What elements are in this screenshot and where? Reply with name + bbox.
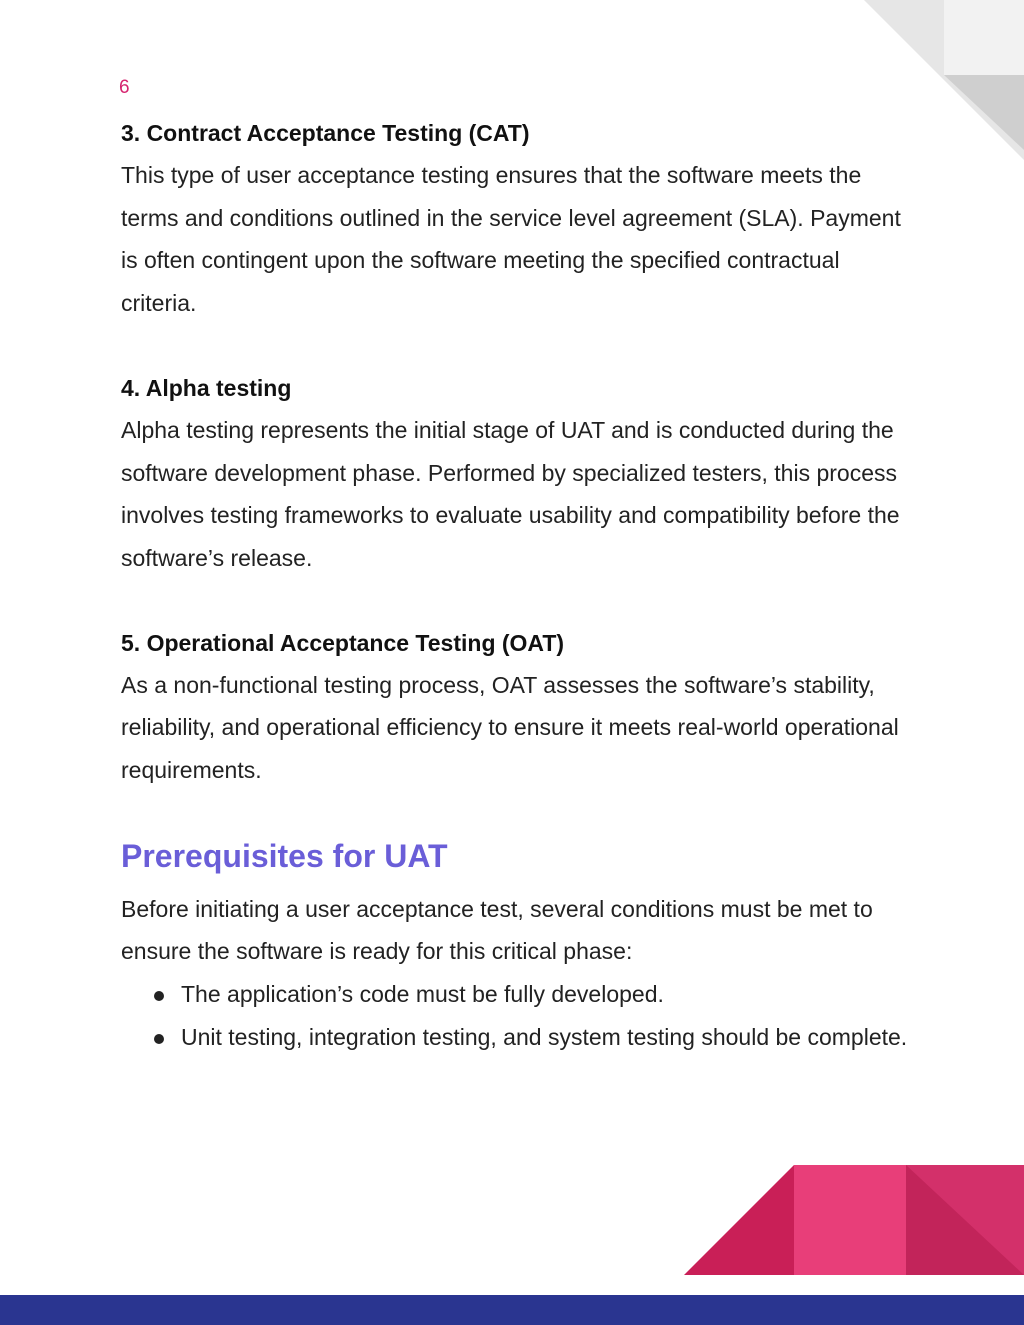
list-item (121, 1016, 911, 1059)
section-oat (121, 622, 911, 792)
list-item-text: Unit testing, integration testing, and system testing should be complete. (181, 1023, 908, 1050)
bullet-icon (154, 991, 164, 1001)
prerequisites-intro: Before initiating a user acceptance test, several conditions must be met to ensure the software is ready for this critical phase: (121, 895, 873, 965)
section-cat (121, 112, 911, 325)
section-title: 5. Operational Acceptance Testing (OAT) (121, 629, 565, 656)
page-number: 6 (119, 77, 130, 98)
prerequisites-list (121, 973, 911, 1058)
section-title: 3. Contract Acceptance Testing (CAT) (121, 120, 530, 146)
section-body: Alpha testing represents the initial stage of UAT and is conducted during the software development phase. Performed by specialized testers, this process involves testing frameworks to evaluate usability and compatibility before the software’s release. (121, 416, 900, 571)
section-alpha-testing (121, 367, 911, 580)
list-item (121, 973, 911, 1016)
section-body: This type of user acceptance testing ensures that the software meets the terms and conditions outlined in the service level agreement (SLA). Payment is often contingent upon the software meeting the specified contractual criteria. (121, 162, 901, 317)
footer-bar (0, 1295, 1024, 1325)
bullet-icon (154, 1034, 164, 1044)
prerequisites-heading: Prerequisites for UAT (121, 837, 448, 874)
section-body: As a non-functional testing process, OAT assesses the software’s stability, reliability, and operational efficiency to ensure it meets real-world operational requirements. (121, 671, 899, 784)
section-title: 4. Alpha testing (121, 374, 292, 401)
document-body (121, 112, 911, 1059)
list-item-text: The application’s code must be fully developed. (181, 981, 664, 1008)
